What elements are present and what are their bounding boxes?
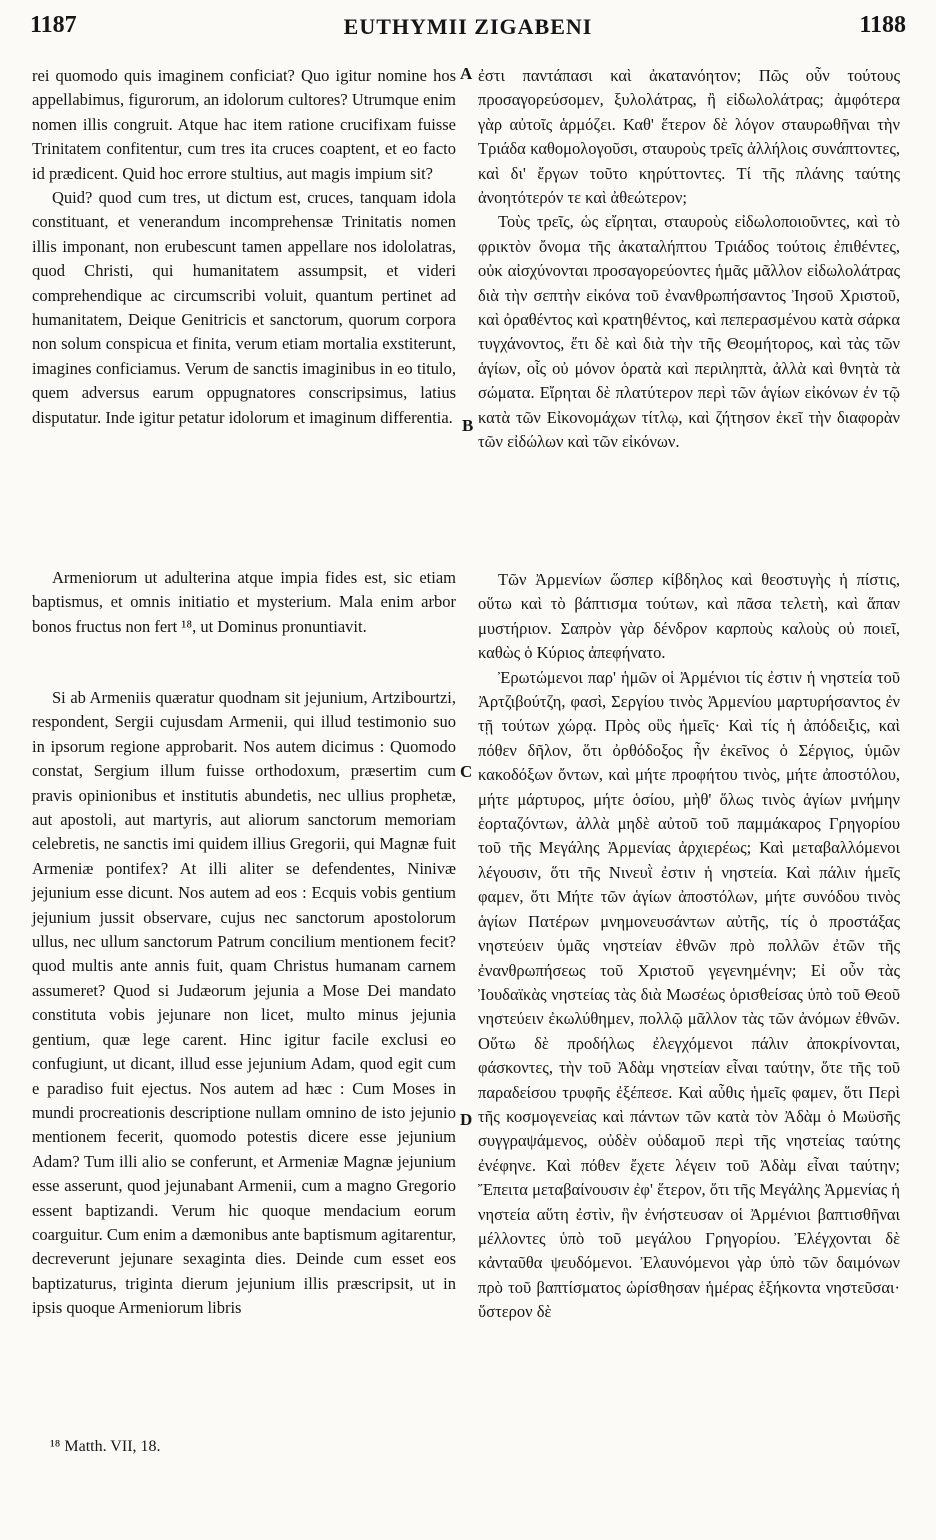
latin-paragraph: rei quomodo quis imaginem conficiat? Quo igitur nomine hos appellabimus, figurorum, an idolorum cultores? Utrumque enim nomen illis congruit. Atque hac item ratione crucifixam fuisse Trinitatem confitentur, cum tres ita cruces coaptent, et eo facto id prædicent. Quid hoc errore stultius, aut magis impium sit? [32,66,456,183]
greek-paragraph: Τοὺς τρεῖς, ὡς εἴρηται, σταυροὺς εἰδωλοποιοῦντες, καὶ τὸ φρικτὸν ὄνομα τῆς ἀκαταλήπτου Τριάδος τούτοις ἐπιθέντες, οὐκ αἰσχύνονται προσαγορεύοντες ἡμᾶς μᾶλλον εἰδωλολάτρας διὰ τὴν σεπτὴν εἰκόνα τοῦ ἐνανθρωπήσαντος Ἰησοῦ Χριστοῦ, καὶ ὀραθέντος καὶ κρατηθέντος, καὶ πεπερασμένου κατὰ σάρκα τυγχάνοντος, ἔτι δὲ καὶ διὰ τὴν τῆς Θεομήτορος, καὶ τὰς τῶν ἁγίων, οἷς οὐ μόνον ὁρατὰ καὶ περιληπτὰ, ἀλλὰ καὶ θνητὰ τὰ σώματα. Εἴρηται δὲ πλατύτερον περὶ τῶν ἁγίων εἰκόνων ἐν τῷ κατὰ τῶν Εἰκονομάχων τίτλῳ, καὶ ζήτησον ἐκεῖ τὴν διαφορὰν τῶν εἰδώλων καὶ τῶν εἰκόνων. [478,212,900,452]
greek-paragraph: Ἐρωτώμενοι παρ' ἡμῶν οἱ Ἀρμένιοι τίς ἐστιν ἡ νηστεία τοῦ Ἀρτζιβούτζη, φασὶ, Σεργίου τινὸς Ἀρμενίου μαρτυρήσαντος ἐν τῇ τούτων χώρᾳ. Πρὸς οὓς ἡμεῖς· Καὶ τίς ἡ ἀπόδειξις, καὶ πόθεν δῆλον, ὅτι ὀρθόδοξος ἦν ἐκεῖνος ὁ Σέργιος, ὑμῶν κακοδόξων ὄντων, καὶ μήτε προφήτου τινὸς, μήτε ἀποστόλου, μήτε μάρτυρος, μήτε ὁσίου, μὴθ' ὅλως τινὸς ἁγίων μνήμην ἑορταζόντων, ἀλλὰ μηδὲ αὐτοῦ τοῦ παμμάκαρος Γρηγορίου τοῦ τῆς Μεγάλης Ἀρμενίας ἀρχιερέως; Καὶ μεταβαλλόμενοι λέγουσιν, ὅτι τῆς Νινευῒ ἐστιν ἡ νηστεία. Καὶ πάλιν ἡμεῖς φαμεν, ὅτι Μήτε τῶν ἁγίων ἀποστόλων, μήτε συνόδου τινὸς ἁγίων Πατέρων μνημονευσάντων αὐτῆς, τίς ὁ προστάξας νηστεύειν ὑμᾶς νηστείαν ἐθνῶν πρὸ πολλῶν ἐτῶν τῆς ἐνανθρωπήσεως τοῦ Χριστοῦ γεγενημένην; Εἰ οὖν τὰς Ἰουδαϊκὰς νηστείας τὰς διὰ Μωσέως ὁρισθείσας ὑπὸ τοῦ Θεοῦ νηστεύειν ἐκωλύθημεν, πολλῷ μᾶλλον τὰς τῶν ἀνόμων ἐθνῶν. Οὕτω δὲ προδήλως ἐλεγχόμενοι πάλιν ἀποκρίνονται, φάσκοντες, τὴν τοῦ Ἀδὰμ νηστείαν εἶναι ταύτην, ὅτε τῆς τοῦ παραδείσου τρυφῆς ἐξέπεσε. Καὶ αὖθις ἡμεῖς φαμεν, ὅτι Περὶ τῆς κοσμογενείας καὶ πάντων τῶν κατὰ τὸν Ἀδὰμ ὁ Μωϋσῆς συγγραψάμενος, οὐδὲν οὐδαμοῦ περὶ τῆς νηστείας ταύτης ἐνέφηνε. Καὶ πόθεν ἔχετε λέγειν τοῦ Ἀδὰμ εἶναι ταύτην; Ἔπειτα μεταβαίνουσιν ἐφ' ἕτερον, ὅτι τῆς Μεγάλης Ἀρμενίας ἡ νηστεία αὕτη ἐστὶν, ἣν ἐνήστευσαν οἱ Ἀρμένιοι βαπτισθῆναι μέλλοντες ὑπὸ τοῦ μεγάλου Γρηγορίου. Ἐλέγχονται δὲ κἀνταῦθα ψευδόμενοι. Ἐλαυνόμενοι γὰρ ὑπὸ τῶν δαιμόνων πρὸ τοῦ βαπτίσματος ὡρίσθησαν ἡμέρας ἑξήκοντα νηστεῦσαι· ὕστερον δὲ [478,667,900,1322]
page-number-right: 1188 [859,12,906,38]
latin-block-3 [32,686,456,1321]
margin-mark-a: A [460,64,473,83]
greek-block-1 [478,64,900,455]
greek-paragraph: ἐστι παντάπασι καὶ ἀκατανόητον; Πῶς οὖν τούτους προσαγορεύσομεν, ξυλολάτρας, ἢ εἰδωλολάτρας; ἀμφότερα γὰρ αὐτοῖς ἁρμόζει. Καθ' ἕτερον δὲ λόγον σταυρωθῆναι τὴν Τριάδα καθομολογοῦσι, σταυροὺς τρεῖς ἀλλήλοις συνάπτοντες, καὶ δι' ἔργων τοῦτο κηρύττοντες. Τί τῆς πλάνης ταύτης ἀνοητότερόν τε καὶ ἀθεώτερον; [478,66,900,208]
running-title: EUTHYMII ZIGABENI [343,14,593,39]
latin-paragraph: Armeniorum ut adulterina atque impia fides est, sic etiam baptismus, et omnis initiatio et mysterium. Mala enim arbor bonos fructus non fert ¹⁸, ut Dominus pronuntiavit. [32,568,456,636]
greek-block-2 [478,568,900,1325]
page-number-left: 1187 [30,12,77,38]
latin-block-2 [32,566,456,639]
latin-paragraph: Quid? quod cum tres, ut dictum est, cruces, tanquam idola constituant, et venerandum incomprehensæ Trinitatis nomen illis imponant, non erubescunt tamen appellare nos idololatras, quod Christi, qui humanitatem assumpsit, et videri comprehendique ac circumscribi voluit, quantum pertinet ad humanitatem, Deique Genitricis et sanctorum, quorum corpora non solum conspicua et finita, verum etiam mortalia exstiterunt, imagines conficiamus. Verum de sanctis imaginibus in eo titulo, quem adversus earum oppugnatores conscripsimus, latius disputatur. Inde igitur petatur idolorum et imaginum differentia. [32,188,456,427]
greek-paragraph: Τῶν Ἀρμενίων ὥσπερ κίβδηλος καὶ θεοστυγὴς ἡ πίστις, οὕτω καὶ τὸ βάπτισμα τούτων, καὶ πᾶσα τελετὴ, καὶ ἅπαν μυστήριον. Σαπρὸν γὰρ δένδρον καρποὺς καλοὺς οὐ ποιεῖ, καθὼς ὁ Κύριος ἀπεφήνατο. [478,570,900,663]
running-header [30,12,906,42]
latin-block-1 [32,64,456,430]
margin-mark-c: C [460,762,473,781]
latin-paragraph: Si ab Armeniis quæratur quodnam sit jejunium, Artzibourtzi, respondent, Sergii cujusdam Armenii, qui illud testimonio suo in ipsorum regione approbarit. Nos autem dicimus : Quomodo constat, Sergium illum fuisse orthodoxum, præsertim cum pravis opinionibus et institutis abundetis, nec ullius prophetæ, aut apostoli, aut martyris, aut aliorum sanctorum memoriam celebretis, ne sanctis imi quidem illius Gregorii, qui Magnæ fuit Armeniæ pontifex? At illi aliter se defendentes, Ninivæ jejunium esse dicunt. Nos autem ad eos : Ecquis vobis gentium jejunium jussit observare, cujus nec sanctorum apostolorum ullus, nec ullum sanctorum Patrum concilium mentionem fecit? quod multis ante annis fuit, quam Christus humanam carnem assumeret? Quod si Judæorum jejunia a Mose Dei mandato constituta vobis jejunare non licet, multo minus jejunia gentium, quæ lege carent. Hinc igitur facile exclusi eo confugiunt, ut dicant, illud esse jejunium Adam, quod egit cum e paradiso fuit ejectus. Nos autem ad hæc : Cum Moses in mundi procreationis descriptione nullam omnino de isto jejunio mentionem fecerit, quomodo potestis dicere esse jejunium Adam? Tum illi alio se conferunt, et Armeniæ Magnæ jejunium esse asserunt, quod jejunabant Armenii, cum a magno Gregorio essent baptizandi. Verum hic quoque mendacium eorum coarguitur. Cum enim a dæmonibus ante baptismum agitarentur, decreverunt jejunare sexaginta dies. Deinde cum esset eos baptizaturus, triginta dierum jejunium illis præscripsit, ut in ipsis quoque Armeniorum libris [32,688,456,1318]
margin-mark-d: D [460,1110,473,1129]
footnote: ¹⁸ Matth. VII, 18. [50,1438,161,1455]
margin-mark-b: B [462,416,474,435]
